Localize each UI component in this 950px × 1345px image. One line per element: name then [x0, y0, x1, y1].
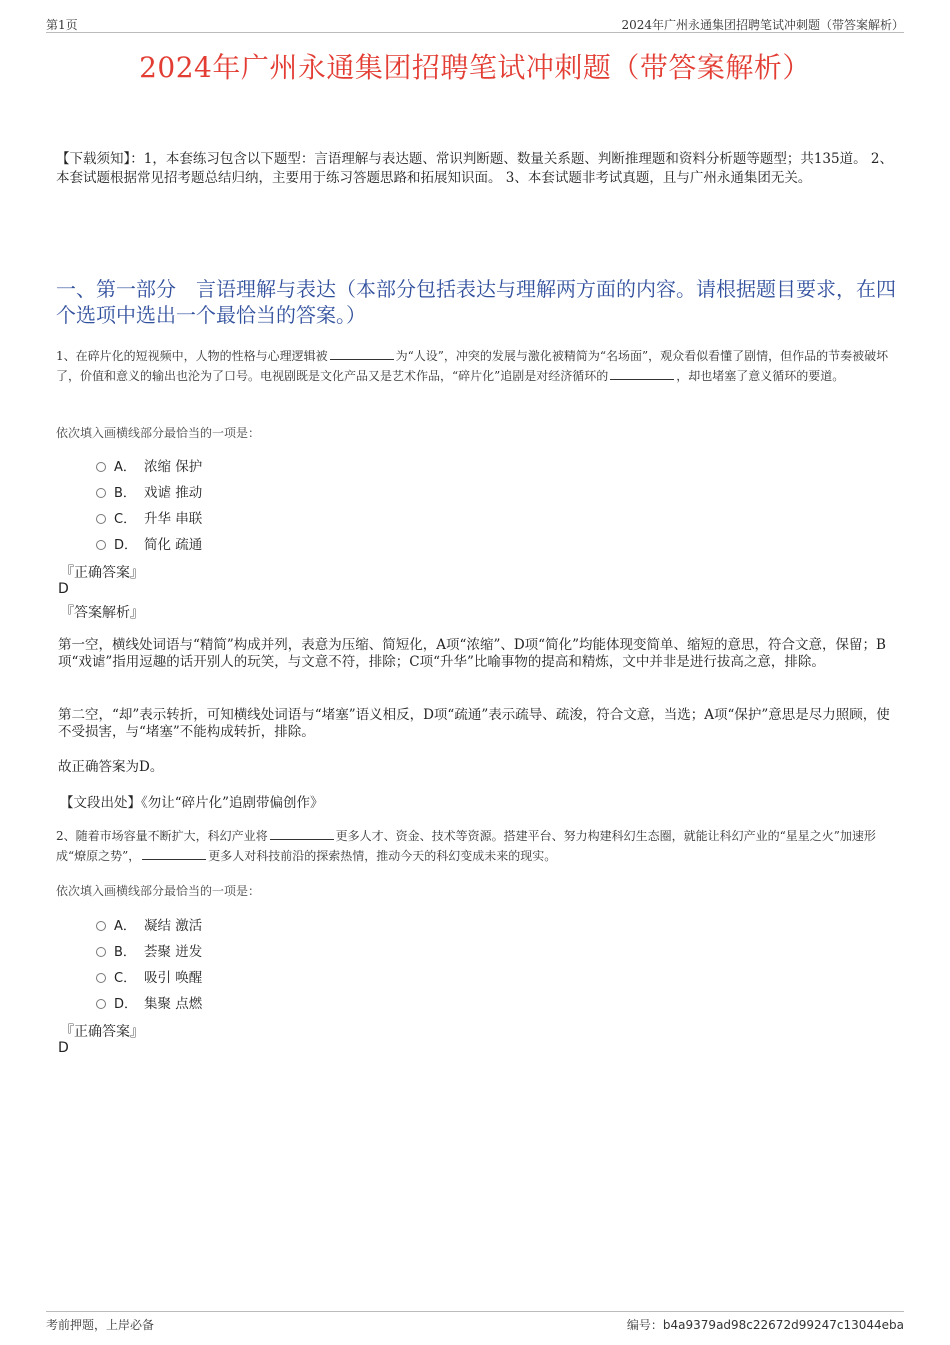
question-1-stem-part-c: ，却也堵塞了意义循环的要道。: [676, 369, 845, 383]
question-2-stem: [56, 826, 898, 866]
option-text: 吸引 唤醒: [144, 970, 203, 986]
option-text: 浓缩 保护: [144, 459, 203, 475]
radio-icon[interactable]: [96, 999, 106, 1009]
download-notice: 【下载须知】：1，本套练习包含以下题型：言语理解与表达题、常识判断题、数量关系题、判断推理题和资料分析题等题型；共135道。 2、本套试题根据常见招考题总结归纳，主要用于练习答题思路和拓展知识面。 3、本套试题非考试真题，且与广州永通集团无关。: [56, 151, 893, 186]
question-2-stem-part-b: 更多人才、资金、技术等资源。搭建平台、努力构建科幻生态圈，就能让科幻产业的“星星之火”加速形成“燎原之势”，: [56, 829, 876, 863]
document-title: 2024年广州永通集团招聘笔试冲刺题（带答案解析）: [139, 51, 811, 84]
footer-code-value: b4a9379ad98c22672d99247c13044eba: [662, 1318, 904, 1332]
question-1-prompt: 依次填入画横线部分最恰当的一项是：: [56, 426, 261, 440]
question-1-analysis-2: 第二空，“却”表示转折，可知横线处词语与“堵塞”语义相反，D项“疏通”表示疏导、疏浚，符合文意，当选；A项“保护”意思是尽力照顾，使不受损害，与“堵塞”不能构成转折，排除。: [58, 707, 890, 740]
question-1-answer-label: 『正确答案』: [60, 565, 144, 581]
question-1-stem-part-a: 1、在碎片化的短视频中，人物的性格与心理逻辑被: [56, 349, 328, 363]
question-1-option-d[interactable]: [96, 533, 202, 553]
radio-icon[interactable]: [96, 921, 106, 931]
option-letter: A．: [114, 918, 136, 934]
radio-icon[interactable]: [96, 462, 106, 472]
blank-line: [270, 827, 334, 840]
option-text: 集聚 点燃: [144, 996, 203, 1012]
option-letter: D．: [114, 996, 138, 1012]
radio-icon[interactable]: [96, 947, 106, 957]
option-letter: C．: [114, 970, 137, 986]
page-number: 第1页: [46, 18, 78, 32]
option-text: 简化 疏通: [144, 537, 203, 553]
question-2-answer-label: 『正确答案』: [60, 1024, 144, 1040]
question-2-option-c[interactable]: [96, 966, 202, 986]
radio-icon[interactable]: [96, 973, 106, 983]
question-1-stem: [56, 346, 898, 386]
question-2-answer: D: [58, 1040, 69, 1056]
footer-code: [627, 1316, 904, 1333]
question-1-source: 【文段出处】《勿让“碎片化”追剧带偏创作》: [60, 795, 324, 811]
footer-slogan: 考前押题，上岸必备: [46, 1318, 155, 1332]
page-header: [46, 14, 904, 33]
question-2-prompt: 依次填入画横线部分最恰当的一项是：: [56, 884, 261, 898]
option-letter: D．: [114, 537, 138, 553]
question-2-stem-part-c: 更多人对科技前沿的探索热情，推动今天的科幻变成未来的现实。: [208, 849, 557, 863]
page-footer: [46, 1311, 904, 1332]
question-1-option-b[interactable]: [96, 481, 202, 501]
option-text: 升华 串联: [144, 511, 203, 527]
option-letter: B．: [114, 485, 136, 501]
option-text: 戏谑 推动: [144, 485, 203, 501]
question-2-option-b[interactable]: [96, 940, 202, 960]
question-1-option-c[interactable]: [96, 507, 202, 527]
option-letter: B．: [114, 944, 136, 960]
radio-icon[interactable]: [96, 540, 106, 550]
question-1-analysis-label: 『答案解析』: [60, 605, 144, 621]
question-1-option-a[interactable]: [96, 455, 202, 475]
blank-line: [330, 347, 394, 360]
radio-icon[interactable]: [96, 488, 106, 498]
option-letter: A．: [114, 459, 136, 475]
question-2-stem-part-a: 2、随着市场容量不断扩大，科幻产业将: [56, 829, 268, 843]
blank-line: [142, 847, 206, 860]
blank-line: [610, 367, 674, 380]
option-text: 凝结 激活: [144, 918, 203, 934]
question-2-option-a[interactable]: [96, 914, 202, 934]
question-1-analysis-1: 第一空，横线处词语与“精简”构成并列，表意为压缩、简短化，A项“浓缩”、D项“简化”均能体现变简单、缩短的意思，符合文意，保留；B项“戏谑”指用逗趣的话开别人的玩笑，与文意不符，排除；C项“升华”比喻事物的提高和精炼，文中并非是进行拔高之意，排除。: [58, 637, 886, 670]
question-1-stem-part-b: 为“人设”，冲突的发展与激化被精简为“名场面”，观众看似看懂了剧情，但作品的节奏被破坏了，价值和意义的输出也沦为了口号。电视剧既是文化产品又是艺术作品，“碎片化”追剧是对经济循环的: [56, 349, 889, 383]
radio-icon[interactable]: [96, 514, 106, 524]
option-text: 荟聚 迸发: [144, 944, 203, 960]
question-1-answer: D: [58, 581, 69, 597]
question-2-option-d[interactable]: [96, 992, 202, 1012]
section-heading: 一、第一部分 言语理解与表达（本部分包括表达与理解两方面的内容。请根据题目要求，在四个选项中选出一个最恰当的答案。）: [56, 277, 896, 327]
question-1-conclusion: 故正确答案为D。: [58, 759, 164, 775]
footer-code-label: 编号：: [626, 1318, 663, 1332]
option-letter: C．: [114, 511, 137, 527]
header-doc-title: 2024年广州永通集团招聘笔试冲刺题（带答案解析）: [621, 18, 904, 32]
